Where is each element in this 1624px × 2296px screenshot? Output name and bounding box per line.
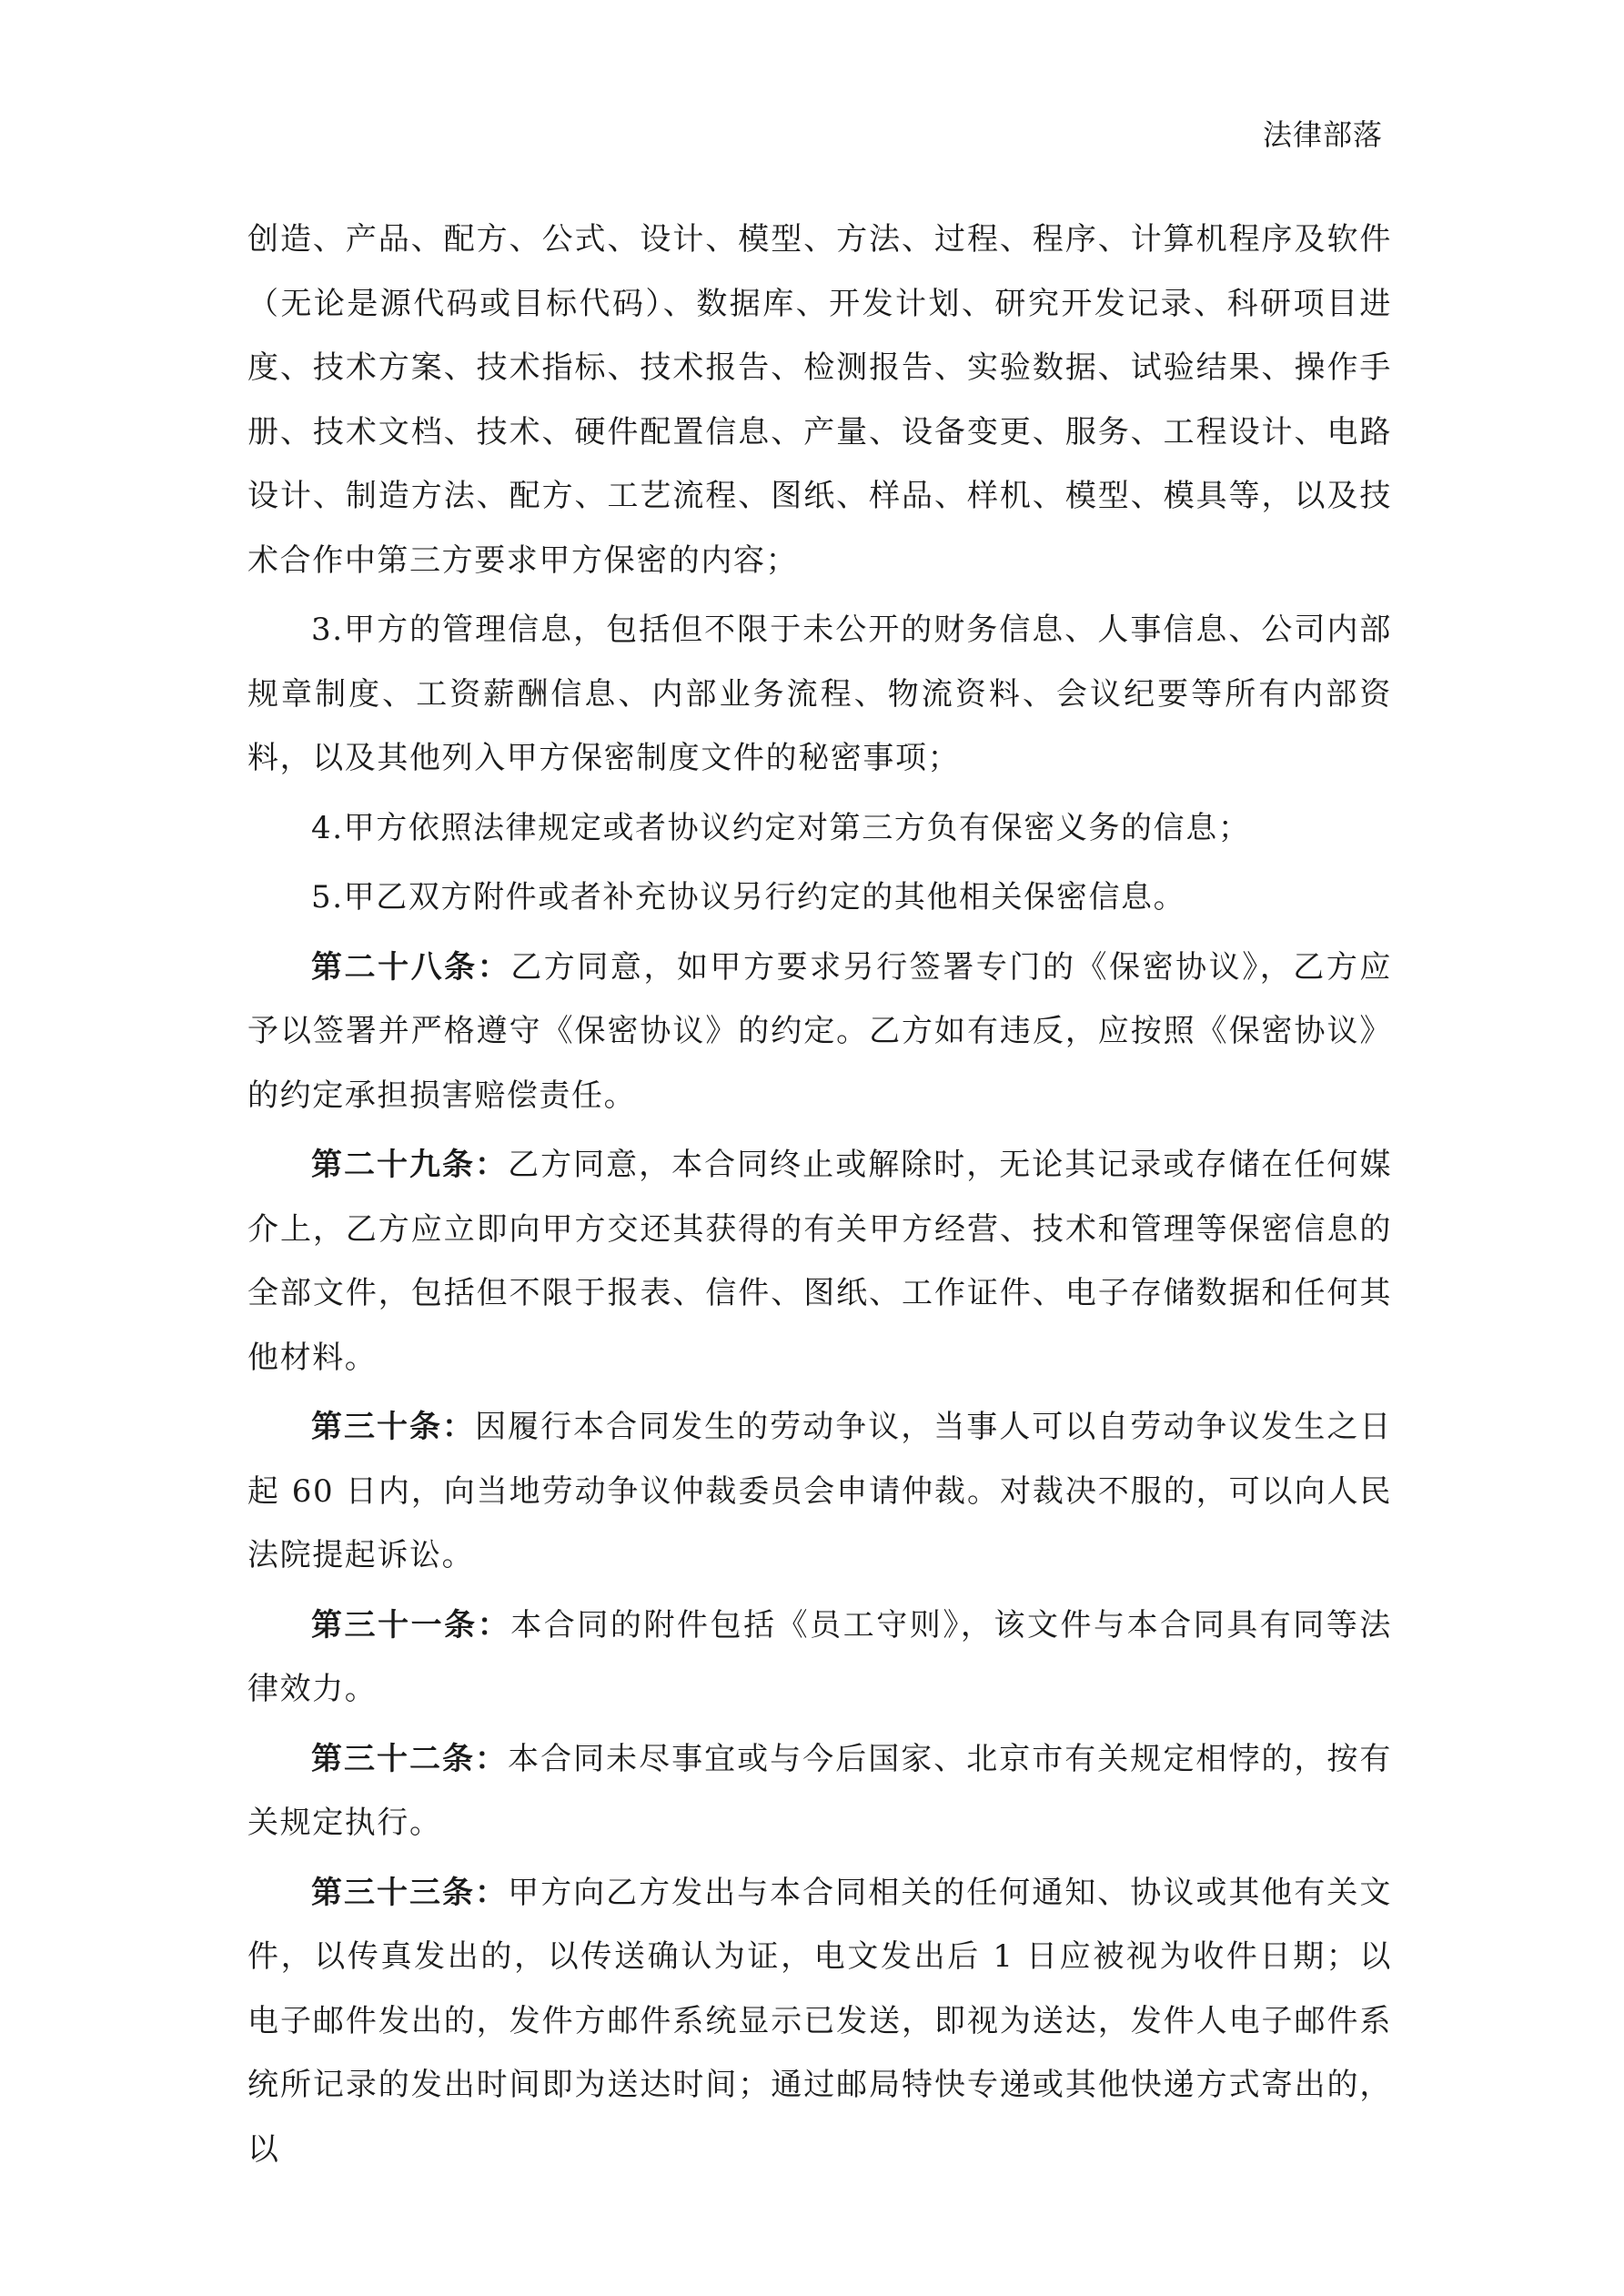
- article-label: 第三十二条：: [311, 1740, 509, 1777]
- article-31: [247, 1593, 1392, 1722]
- article-label: 第二十八条：: [311, 948, 511, 986]
- article-32: [247, 1727, 1392, 1856]
- article-text: 乙方同意，本合同终止或解除时，无论其记录或存储在任何媒介上，乙方应立即向甲方交还其获得的有关甲方经营、技术和管理等保密信息的全部文件，包括但不限于报表、信件、图纸、工作证件、电子存储数据和任何其他材料。: [247, 1147, 1392, 1376]
- article-label: 第三十三条：: [311, 1874, 509, 1911]
- article-label: 第二十九条：: [311, 1147, 509, 1183]
- page-header: 法律部落: [1262, 117, 1383, 152]
- paragraph-item-4: [247, 796, 1392, 861]
- document-body: [247, 207, 1392, 2187]
- article-28: [247, 936, 1392, 1128]
- paragraph-text: 3.甲方的管理信息，包括但不限于未公开的财务信息、人事信息、公司内部规章制度、工资薪酬信息、内部业务流程、物流资料、会议纪要等所有内部资料，以及其他列入甲方保密制度文件的秘密事项；: [247, 612, 1392, 776]
- article-text: 乙方同意，如甲方要求另行签署专门的《保密协议》，乙方应予以签署并严格遵守《保密协议》的约定。乙方如有违反，应按照《保密协议》的约定承担损害赔偿责任。: [247, 948, 1392, 1114]
- article-text: 本合同未尽事宜或与今后国家、北京市有关规定相悖的，按有关规定执行。: [247, 1740, 1392, 1841]
- paragraph-technical-info-continued: [247, 207, 1392, 592]
- paragraph-text: 5.甲乙双方附件或者补充协议另行约定的其他相关保密信息。: [311, 879, 1186, 915]
- article-label: 第三十一条：: [311, 1606, 511, 1644]
- paragraph-item-3: [247, 598, 1392, 791]
- article-33: [247, 1861, 1392, 2182]
- article-29: [247, 1133, 1392, 1390]
- paragraph-text: 4.甲方依照法律规定或者协议约定对第三方负有保密义务的信息；: [311, 809, 1251, 846]
- article-text: 本合同的附件包括《员工守则》，该文件与本合同具有同等法律效力。: [247, 1606, 1392, 1707]
- article-text: 甲方向乙方发出与本合同相关的任何通知、协议或其他有关文件，以传真发出的，以传送确认为证，电文发出后 1 日应被视为收件日期；以电子邮件发出的，发件方邮件系统显示已发送，即视为送达，发件人电子邮件系统所记录的发出时间即为送达时间；通过邮局特快专递或其他快递方式寄出的，以: [247, 1874, 1392, 2168]
- article-label: 第三十条：: [311, 1409, 476, 1445]
- article-text: 因履行本合同发生的劳动争议，当事人可以自劳动争议发生之日起 60 日内，向当地劳动争议仲裁委员会申请仲裁。对裁决不服的，可以向人民法院提起诉讼。: [247, 1409, 1392, 1573]
- paragraph-item-5: [247, 865, 1392, 930]
- paragraph-text: 创造、产品、配方、公式、设计、模型、方法、过程、程序、计算机程序及软件（无论是源代码或目标代码）、数据库、开发计划、研究开发记录、科研项目进度、技术方案、技术指标、技术报告、检测报告、实验数据、试验结果、操作手册、技术文档、技术、硬件配置信息、产量、设备变更、服务、工程设计、电路设计、制造方法、配方、工艺流程、图纸、样品、样机、模型、模具等，以及技术合作中第三方要求甲方保密的内容；: [247, 221, 1392, 579]
- article-30: [247, 1395, 1392, 1588]
